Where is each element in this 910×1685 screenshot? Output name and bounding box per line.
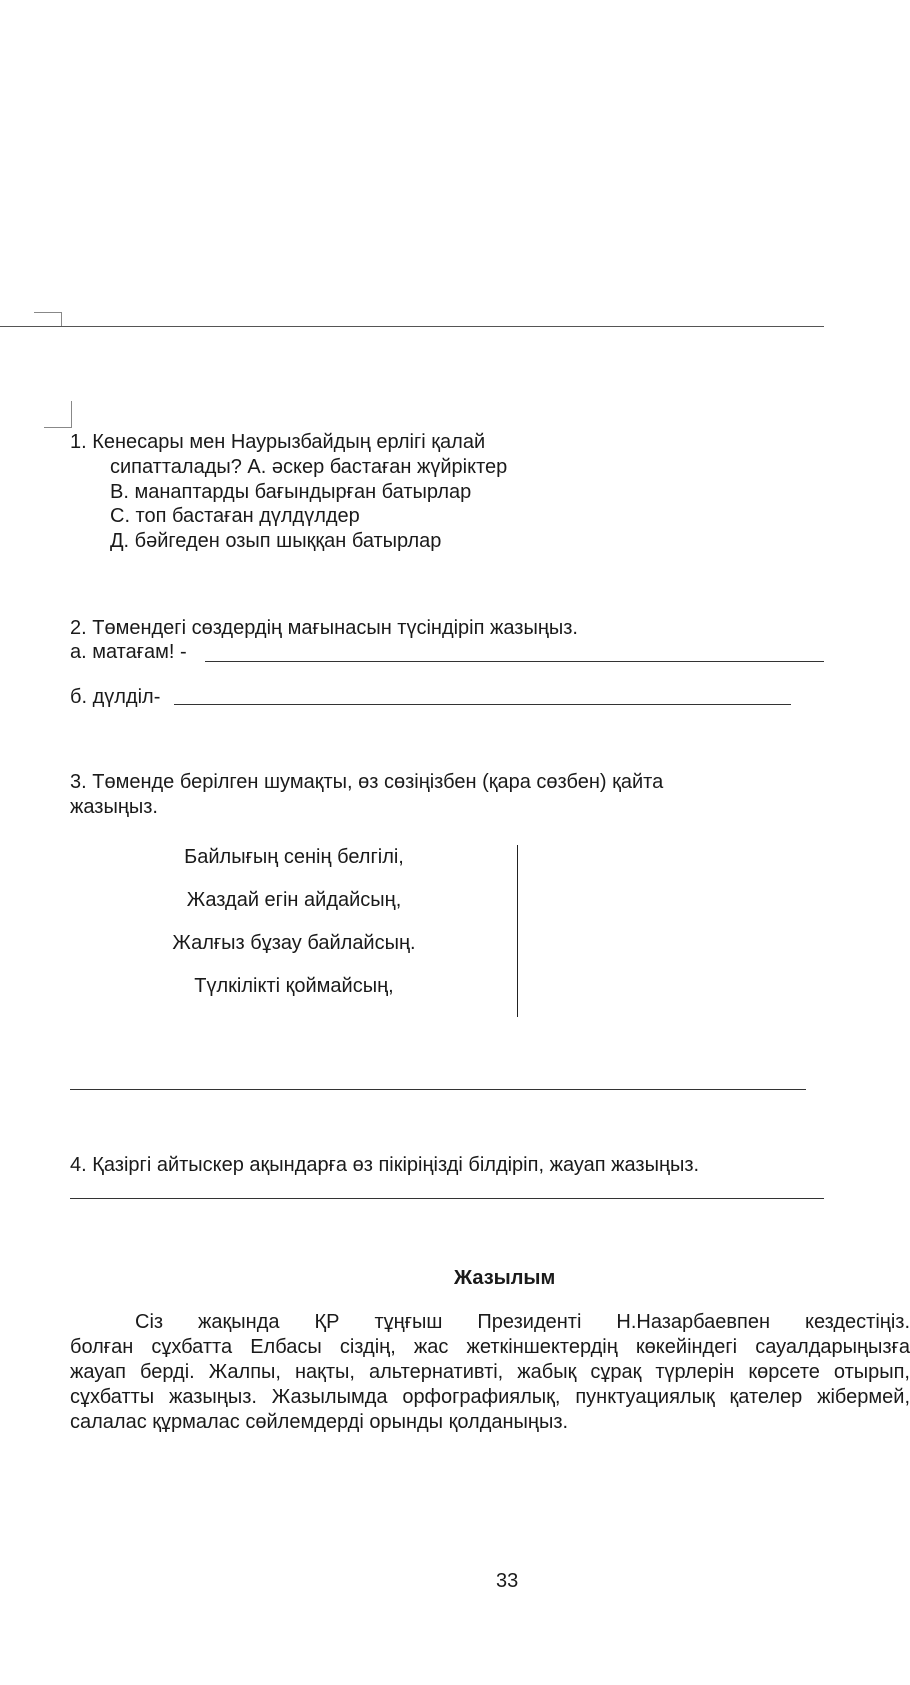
q2-item-a: а. матағам! - [70, 641, 187, 663]
q1-line2: сипатталады? А. әскер бастаған жүйріктер [110, 456, 508, 478]
q3-answer-line[interactable] [70, 1089, 806, 1090]
page-break-line [0, 326, 824, 327]
q1-line1: 1. Кенесары мен Наурызбайдың ерлігі қалай [70, 431, 486, 453]
q3-line1: 3. Төменде берілген шумақты, өз сөзіңізбен (қара сөзбен) қайта [70, 771, 664, 793]
section-heading: Жазылым [454, 1267, 556, 1289]
paragraph-line: Сіз жақында ҚР тұңғыш Президенті Н.Назарбаевпен кездестіңіз. [135, 1311, 910, 1333]
q4-answer-line[interactable] [70, 1198, 824, 1199]
paragraph-line: салалас құрмалас сөйлемдерді орынды қолданыңыз. [70, 1411, 569, 1433]
poem-line: Жаздай егін айдайсың, [186, 889, 402, 911]
section-paragraph [70, 1310, 910, 1435]
q2-title: 2. Төмендегі сөздердің мағынасын түсіндіріп жазыңыз. [70, 617, 578, 639]
q1-option-b: В. манаптарды бағындырған батырлар [110, 481, 472, 503]
q3-line2: жазыңыз. [70, 796, 158, 818]
paragraph-line: болған сұхбатта Елбасы сіздің, жас жеткіншектердің көкейіндегі сауалдарыңызға [70, 1336, 910, 1358]
page-number: 33 [496, 1570, 519, 1592]
poem-line: Түлкілікті қоймайсың, [194, 975, 394, 997]
poem-line: Жалғыз бұзау байлайсың. [172, 932, 416, 954]
paragraph-line: жауап берді. Жалпы, нақты, альтернативті, жабық сұрақ түрлерін көрсете отырып, [70, 1361, 910, 1383]
paragraph-line: сұхбатты жазыңыз. Жазылымда орфографиялық, пунктуациялық қателер жібермей, [70, 1386, 910, 1408]
header-corner-mark [34, 312, 62, 326]
q2-item-b: б. дүлділ- [70, 686, 161, 708]
q4-title: 4. Қазіргі айтыскер ақындарға өз пікіріңізді білдіріп, жауап жазыңыз. [70, 1154, 700, 1176]
q2-answer-line-a[interactable] [205, 661, 824, 662]
q1-option-c: С. топ бастаған дүлдүлдер [110, 505, 360, 527]
margin-corner-mark [44, 401, 72, 428]
poem-vertical-line [517, 845, 518, 1017]
poem-line: Байлығың сенің белгілі, [184, 846, 404, 868]
q1-option-d: Д. бәйгеден озып шыққан батырлар [110, 530, 442, 552]
q2-answer-line-b[interactable] [174, 704, 791, 705]
